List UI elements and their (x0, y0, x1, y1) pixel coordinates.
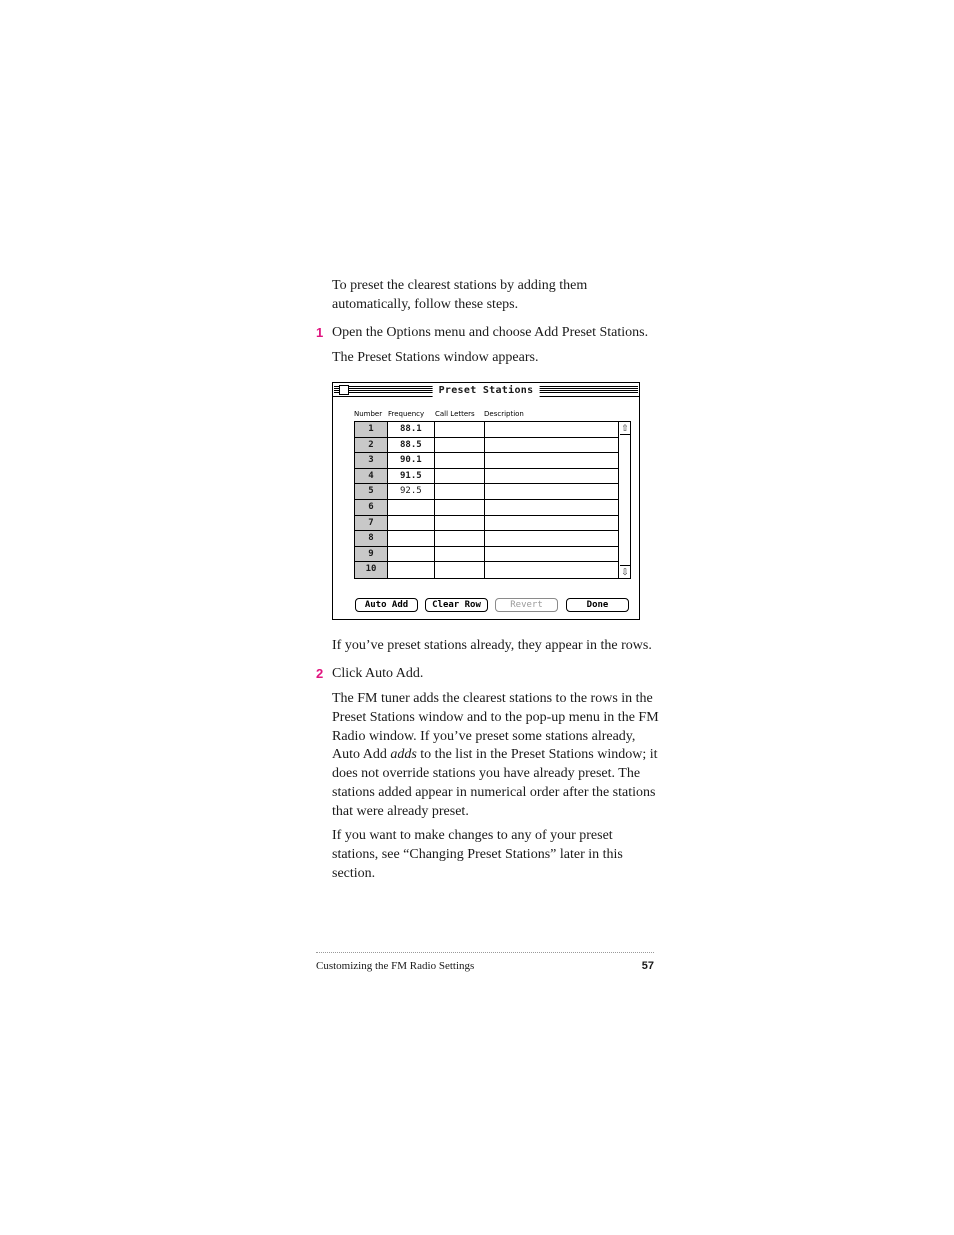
column-header-call-letters: Call Letters (435, 410, 475, 418)
call-letters-cell[interactable] (435, 516, 485, 531)
row-number-cell[interactable]: 8 (355, 531, 388, 546)
auto-add-button[interactable]: Auto Add (355, 598, 418, 612)
column-header-description: Description (484, 410, 524, 418)
close-box-icon[interactable] (339, 385, 349, 395)
description-cell[interactable] (485, 547, 618, 562)
frequency-cell[interactable]: 88.5 (388, 438, 435, 453)
call-letters-cell[interactable] (435, 562, 485, 578)
table-row[interactable] (355, 547, 618, 563)
intro-paragraph: To preset the clearest stations by adding them automatically, follow these steps. (332, 278, 588, 312)
frequency-cell[interactable]: 90.1 (388, 453, 435, 468)
row-number-cell[interactable]: 2 (355, 438, 388, 453)
description-cell[interactable] (485, 500, 618, 515)
description-cell[interactable] (485, 422, 618, 437)
step-1-result: The Preset Stations window appears. (332, 350, 539, 365)
row-number-cell[interactable]: 1 (355, 422, 388, 437)
step-2-instruction: Click Auto Add. (332, 666, 424, 681)
call-letters-cell[interactable] (435, 469, 485, 484)
preset-stations-table (354, 421, 619, 579)
preset-stations-window (332, 382, 640, 620)
column-header-number: Number (354, 410, 383, 418)
window-title: Preset Stations (433, 384, 540, 398)
description-cell[interactable] (485, 562, 618, 578)
column-header-frequency: Frequency (388, 410, 425, 418)
done-button[interactable]: Done (566, 598, 629, 612)
step-1-number: 1 (316, 325, 324, 340)
page-number: 57 (641, 960, 654, 972)
description-cell[interactable] (485, 516, 618, 531)
down-arrow-icon[interactable]: ⇩ (621, 567, 629, 577)
description-cell[interactable] (485, 484, 618, 499)
row-number-cell[interactable]: 3 (355, 453, 388, 468)
table-row[interactable] (355, 500, 618, 516)
table-row[interactable] (355, 422, 618, 438)
clear-row-button[interactable]: Clear Row (425, 598, 488, 612)
footer-section-title: Customizing the FM Radio Settings (316, 960, 475, 972)
frequency-cell[interactable]: 91.5 (388, 469, 435, 484)
call-letters-cell[interactable] (435, 422, 485, 437)
call-letters-cell[interactable] (435, 547, 485, 562)
frequency-cell[interactable] (388, 562, 435, 578)
table-row[interactable] (355, 453, 618, 469)
frequency-cell[interactable]: 88.1 (388, 422, 435, 437)
step-2-number: 2 (316, 666, 324, 681)
row-number-cell[interactable]: 4 (355, 469, 388, 484)
description-cell[interactable] (485, 438, 618, 453)
row-number-cell[interactable]: 6 (355, 500, 388, 515)
row-number-cell[interactable]: 7 (355, 516, 388, 531)
footer-divider (316, 952, 654, 953)
call-letters-cell[interactable] (435, 484, 485, 499)
up-arrow-icon[interactable]: ⇧ (621, 423, 629, 433)
changes-paragraph: If you want to make changes to any of your preset stations, see “Changing Preset Stations” later in this section. (332, 828, 623, 881)
revert-button[interactable]: Revert (495, 598, 558, 612)
after-window-paragraph: If you’ve preset stations already, they appear in the rows. (332, 638, 652, 653)
row-number-cell[interactable]: 9 (355, 547, 388, 562)
table-row[interactable] (355, 531, 618, 547)
frequency-cell[interactable] (388, 500, 435, 515)
frequency-cell[interactable] (388, 547, 435, 562)
table-row[interactable] (355, 516, 618, 532)
frequency-cell[interactable]: 92.5 (388, 484, 435, 499)
call-letters-cell[interactable] (435, 453, 485, 468)
description-cell[interactable] (485, 531, 618, 546)
row-number-cell[interactable]: 5 (355, 484, 388, 499)
table-row[interactable] (355, 562, 618, 578)
frequency-cell[interactable] (388, 516, 435, 531)
call-letters-cell[interactable] (435, 500, 485, 515)
table-row[interactable] (355, 438, 618, 454)
call-letters-cell[interactable] (435, 531, 485, 546)
description-cell[interactable] (485, 453, 618, 468)
call-letters-cell[interactable] (435, 438, 485, 453)
vertical-scrollbar[interactable] (619, 421, 631, 579)
step-1-instruction: Open the Options menu and choose Add Preset Stations. (332, 325, 649, 340)
frequency-cell[interactable] (388, 531, 435, 546)
table-row[interactable] (355, 484, 618, 500)
description-cell[interactable] (485, 469, 618, 484)
step-2-explanation: The FM tuner adds the clearest stations to the rows in the Preset Stations window and to the pop-up menu in the FM Radio window. If you’ve preset some stations already, Auto Add adds to the list in the Preset Stations window; it does not override stations you have already preset. The stations added appear in numerical order after the stations that were already preset. (332, 691, 659, 819)
row-number-cell[interactable]: 10 (355, 562, 388, 578)
table-row[interactable] (355, 469, 618, 485)
